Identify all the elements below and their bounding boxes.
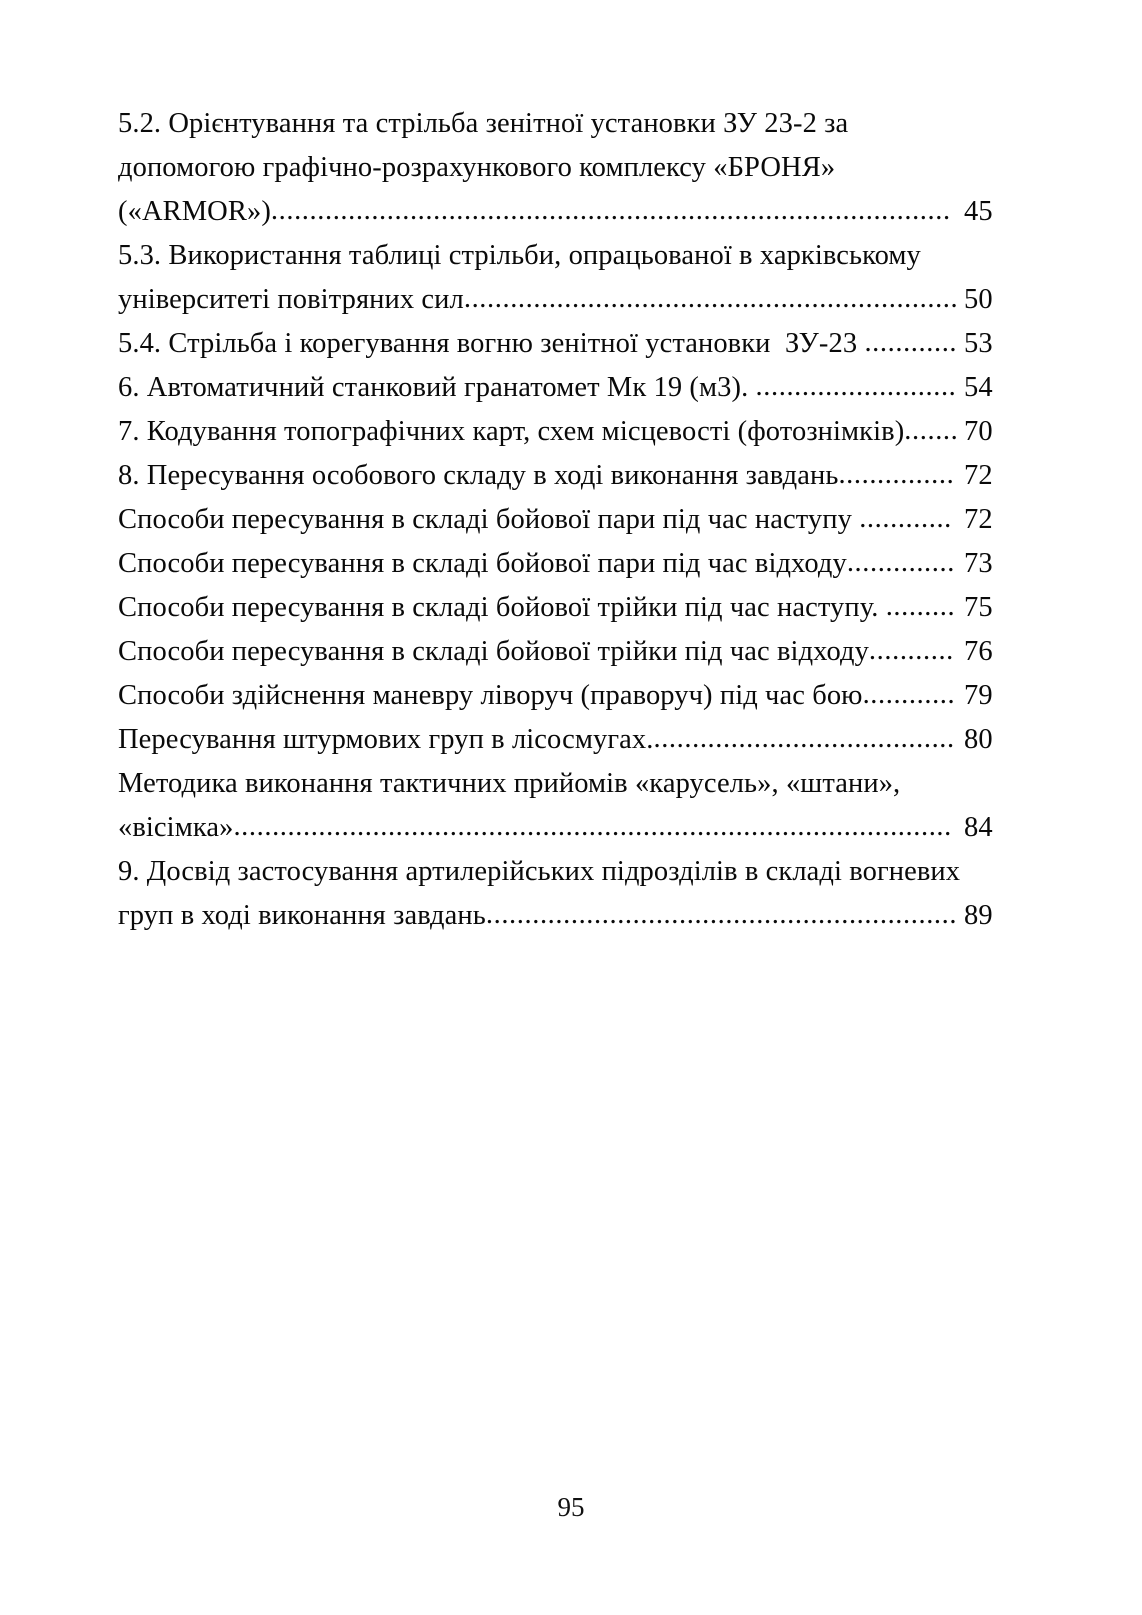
toc-entry[interactable] bbox=[118, 410, 1002, 454]
toc-entry-title-line: 5.2. Орієнтування та стрільба зенітної установки ЗУ 23-2 за bbox=[118, 108, 849, 139]
toc-entry-page-number: 72 bbox=[964, 504, 993, 535]
toc-entry-title-tail: Способи пересування в складі бойової трійки під час відходу bbox=[118, 636, 869, 667]
toc-entry-page-number: 79 bbox=[964, 680, 993, 711]
toc-entry-page-number: 76 bbox=[964, 636, 993, 667]
toc-entry[interactable] bbox=[118, 366, 1002, 410]
toc-entry-title-tail: Способи пересування в складі бойової пари під час відходу bbox=[118, 548, 847, 579]
toc-entry[interactable] bbox=[118, 542, 1002, 586]
toc-entry[interactable] bbox=[118, 674, 1002, 718]
toc-dot-leader: .......................... bbox=[755, 371, 957, 402]
toc-entry-body bbox=[118, 630, 1002, 674]
toc-entry-body bbox=[118, 674, 1002, 718]
toc-dot-leader: ............ bbox=[862, 679, 956, 710]
toc-entry-leader-row bbox=[118, 498, 1002, 542]
toc-entry[interactable] bbox=[118, 718, 1002, 762]
toc-entry-title-tail: Пересування штурмових груп в лісосмугах. bbox=[118, 724, 654, 755]
toc-entry[interactable] bbox=[118, 102, 1002, 234]
toc-entry-page-number: 89 bbox=[964, 900, 993, 931]
toc-dot-leader: ........................................................................................ bbox=[270, 195, 951, 226]
toc-entry[interactable] bbox=[118, 586, 1002, 630]
toc-entry-body bbox=[118, 586, 1002, 630]
toc-entry-body bbox=[118, 762, 1002, 850]
toc-entry[interactable] bbox=[118, 498, 1002, 542]
toc-dot-leader: ............ bbox=[859, 503, 952, 534]
toc-dot-leader: ................................................................ bbox=[463, 283, 958, 314]
toc-entry-leader-row bbox=[118, 806, 1002, 850]
toc-entry-leader-row bbox=[118, 278, 1002, 322]
toc-entry-title-tail: університеті повітряних сил bbox=[118, 284, 464, 315]
toc-entry-page-number: 54 bbox=[964, 372, 993, 403]
toc-entry-body bbox=[118, 102, 1002, 234]
toc-dot-leader: ............... bbox=[838, 459, 955, 490]
toc-entry-leader-row bbox=[118, 630, 1002, 674]
toc-entry-body bbox=[118, 498, 1002, 542]
toc-entry-body bbox=[118, 366, 1002, 410]
toc-entry-title-tail: 8. Пересування особового складу в ході виконання завдань bbox=[118, 460, 839, 491]
toc-entry-page-number: 80 bbox=[964, 724, 993, 755]
toc-entry-page-number: 73 bbox=[964, 548, 993, 579]
toc-entry-title-tail: 6. Автоматичний станковий гранатомет Мк 19 (м3). bbox=[118, 372, 756, 403]
toc-entry-title-lines bbox=[118, 102, 1002, 190]
toc-entry-leader-row bbox=[118, 454, 1002, 498]
toc-entry-title-line: допомогою графічно-розрахункового комплексу «БРОНЯ» bbox=[118, 152, 836, 183]
toc-entry-leader-row bbox=[118, 190, 1002, 234]
toc-entry-page-number: 75 bbox=[964, 592, 993, 623]
toc-dot-leader: ......... bbox=[885, 591, 956, 622]
page-number-folio: 95 bbox=[557, 1492, 585, 1522]
toc-entry-page-number: 84 bbox=[964, 812, 993, 843]
toc-entry-leader-row bbox=[118, 542, 1002, 586]
toc-dot-leader: .............. bbox=[846, 547, 955, 578]
toc-entry-page-number: 70 bbox=[964, 416, 993, 447]
toc-entry[interactable] bbox=[118, 850, 1002, 938]
toc-entry-title-lines bbox=[118, 850, 1002, 894]
toc-entry-body bbox=[118, 322, 1002, 366]
toc-entry-leader-row bbox=[118, 366, 1002, 410]
toc-dot-leader: ............ bbox=[864, 327, 958, 358]
toc-entry-title-tail: («ARMOR») bbox=[118, 196, 271, 227]
toc-dot-leader: ....................................... bbox=[653, 723, 955, 754]
toc-dot-leader: ............................................................. bbox=[485, 899, 958, 930]
toc-entry-title-line: 9. Досвід застосування артилерійських підрозділів в складі вогневих bbox=[118, 856, 961, 887]
toc-entry-body bbox=[118, 234, 1002, 322]
toc-entry-title-tail: Способи здійснення маневру ліворуч (праворуч) під час бою bbox=[118, 680, 863, 711]
toc-entry[interactable] bbox=[118, 630, 1002, 674]
toc-entry-page-number: 50 bbox=[964, 284, 993, 315]
toc-entry-title-tail: 5.4. Стрільба і корегування вогню зенітної установки ЗУ-23 bbox=[118, 328, 865, 359]
toc-entry[interactable] bbox=[118, 234, 1002, 322]
toc-entry-title-line: Методика виконання тактичних прийомів «карусель», «штани», bbox=[118, 768, 901, 799]
toc-entry-leader-row bbox=[118, 894, 1002, 938]
toc-entry-title-tail: 7. Кодування топографічних карт, схем місцевості (фотознімків) bbox=[118, 416, 905, 447]
toc-entry-leader-row bbox=[118, 586, 1002, 630]
toc-entry-body bbox=[118, 850, 1002, 938]
toc-entry-body bbox=[118, 454, 1002, 498]
toc-entry-leader-row bbox=[118, 410, 1002, 454]
toc-entry-leader-row bbox=[118, 718, 1002, 762]
toc-entry-title-tail: груп в ході виконання завдань bbox=[118, 900, 486, 931]
toc-dot-leader: ....... bbox=[904, 415, 958, 446]
toc-dot-leader: ............................................................................................. bbox=[233, 811, 952, 842]
toc-entry-leader-row bbox=[118, 322, 1002, 366]
toc-entry-page-number: 53 bbox=[964, 328, 993, 359]
toc-entry-title-tail: «вісімка» bbox=[118, 812, 234, 843]
toc-entry-body bbox=[118, 718, 1002, 762]
toc-entry-title-lines bbox=[118, 762, 1002, 806]
toc-entry-title-tail: Способи пересування в складі бойової трійки під час наступу. bbox=[118, 592, 886, 623]
toc-entry[interactable] bbox=[118, 454, 1002, 498]
toc-entry-title-lines bbox=[118, 234, 1002, 278]
toc-entry[interactable] bbox=[118, 322, 1002, 366]
toc-entry-leader-row bbox=[118, 674, 1002, 718]
toc-entry-body bbox=[118, 542, 1002, 586]
toc-entry[interactable] bbox=[118, 762, 1002, 850]
toc-entry-body bbox=[118, 410, 1002, 454]
table-of-contents bbox=[118, 102, 1002, 938]
toc-dot-leader: ........... bbox=[868, 635, 954, 666]
toc-entry-title-tail: Способи пересування в складі бойової пари під час наступу bbox=[118, 504, 860, 535]
toc-entry-title-line: 5.3. Використання таблиці стрільби, опрацьованої в харківському bbox=[118, 240, 921, 271]
toc-entry-page-number: 72 bbox=[964, 460, 993, 491]
toc-entry-page-number: 45 bbox=[964, 196, 993, 227]
